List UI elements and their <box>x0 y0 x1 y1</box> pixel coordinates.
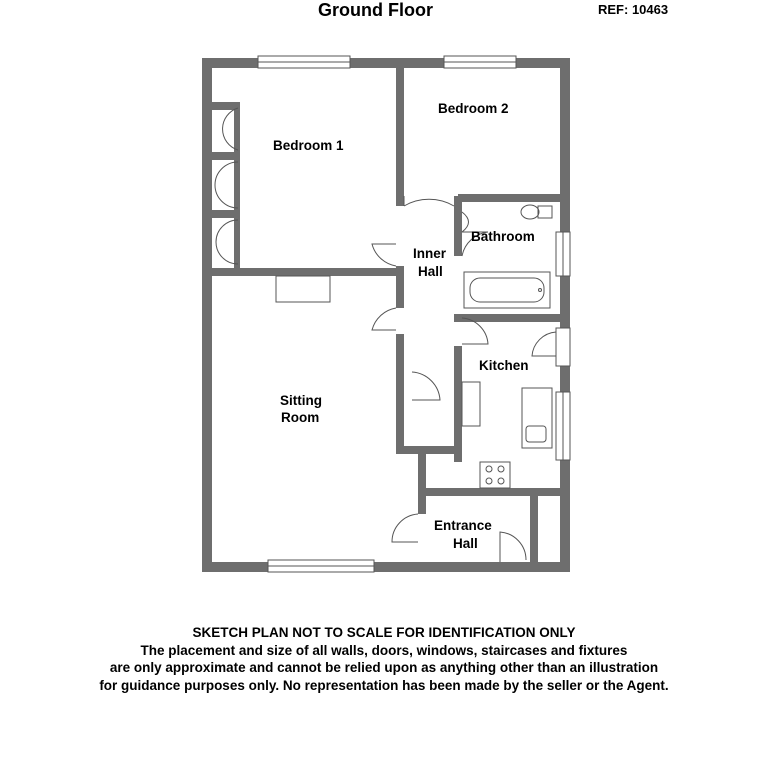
label-bathroom: Bathroom <box>471 229 535 244</box>
door-bedroom1 <box>372 244 396 266</box>
wall-cupboard-bottom <box>404 446 458 454</box>
wall-hall-right-c <box>454 346 462 462</box>
wall-bathroom-kitchen <box>454 314 560 322</box>
label-entrance-2: Hall <box>453 536 478 551</box>
door-sitting <box>372 308 396 330</box>
wall-bedroom-sitting <box>212 268 400 276</box>
wall-hall-right-a <box>454 196 462 256</box>
label-entrance-1: Entrance <box>434 518 492 533</box>
bath-plug <box>539 289 542 292</box>
wall-hall-left-a <box>396 196 404 206</box>
label-bedroom2: Bedroom 2 <box>438 101 509 116</box>
wardrobe-wall-2 <box>212 152 236 160</box>
hob-ring-4 <box>498 478 504 484</box>
wall-bedroom1-bedroom2 <box>396 68 404 196</box>
bath-outer <box>464 272 550 308</box>
toilet-bowl <box>521 205 539 219</box>
disclaimer <box>0 624 768 694</box>
disclaimer-line-1: The placement and size of all walls, doors, windows, staircases and fixtures <box>140 642 628 658</box>
disclaimer-heading: SKETCH PLAN NOT TO SCALE FOR IDENTIFICATION ONLY <box>192 625 576 640</box>
hob <box>480 462 510 488</box>
wardrobe-wall-1 <box>212 102 236 110</box>
floor-title: Ground Floor <box>318 0 433 20</box>
disclaimer-line-3: for guidance purposes only. No representation has been made by the seller or the Agent. <box>99 677 669 693</box>
toilet-cistern <box>538 206 552 218</box>
label-kitchen: Kitchen <box>479 358 529 373</box>
wall-entrance-right <box>530 496 538 562</box>
door-front <box>500 532 526 562</box>
label-sitting-1: Sitting <box>280 393 322 408</box>
kitchen-sink <box>526 426 546 442</box>
fireplace <box>276 276 330 302</box>
wall-bedroom2-bottom <box>458 194 560 202</box>
wall-hall-left-b <box>396 266 404 308</box>
wall-hall-left-c <box>396 334 404 454</box>
outer-wall-left <box>202 58 212 572</box>
hob-ring-2 <box>498 466 504 472</box>
wall-entrance-left-a <box>418 496 426 514</box>
hob-ring-3 <box>486 478 492 484</box>
door-bedroom2 <box>404 196 454 206</box>
wardrobe-wall-front <box>234 102 240 268</box>
outer-wall-right <box>560 58 570 572</box>
wardrobe-wall-3 <box>212 210 236 218</box>
wall-kitchen-bottom <box>420 488 560 496</box>
reference-number: REF: 10463 <box>598 2 669 17</box>
label-inner-hall-2: Hall <box>418 264 443 279</box>
door-kitchen-side <box>556 328 570 366</box>
disclaimer-line-2: are only approximate and cannot be relied upon as anything other than an illustration <box>109 660 659 675</box>
door-cupboard-left <box>412 372 440 400</box>
outer-wall-bottom <box>202 562 570 572</box>
bath-inner <box>470 278 544 302</box>
walls <box>202 58 570 572</box>
wall-kitchen-left <box>418 454 426 496</box>
kitchen-unit <box>462 382 480 426</box>
label-inner-hall-1: Inner <box>413 246 447 261</box>
label-bedroom1: Bedroom 1 <box>273 138 344 153</box>
label-sitting-2: Room <box>281 410 320 425</box>
door-kitchen-external <box>532 332 556 356</box>
door-entrance-inner <box>392 514 418 542</box>
hob-ring-1 <box>486 466 492 472</box>
basin <box>462 212 469 232</box>
